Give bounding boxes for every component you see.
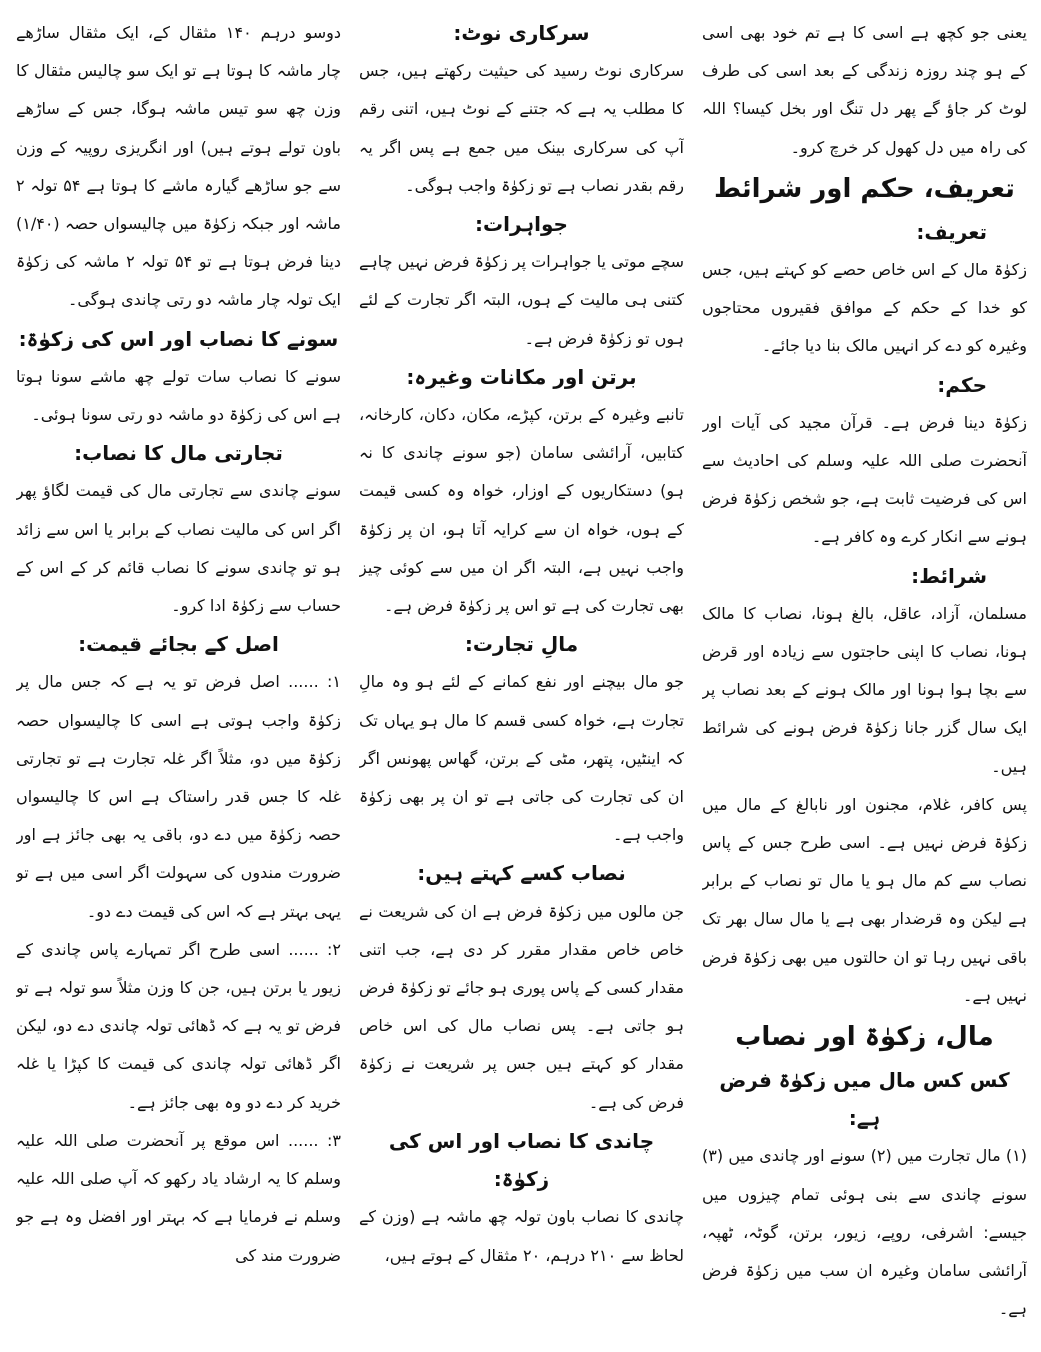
subsection-heading: تجارتی مال کا نصاب: [74, 441, 283, 466]
paragraph: سونے کا نصاب سات تولے چھ ماشے سونا ہوتا ہے اس کی زکوٰۃ دو ماشہ دو رتی سونا ہوئی۔ [16, 366, 341, 425]
paragraph: ۲: ...... اسی طرح اگر تمہارے پاس چاندی کے زیور یا برتن ہیں، جن کا وزن مثلاً سو تولہ ہے تو فرض تو یہ ہے کہ ڈھائی تولہ چاندی دے دو، لیکن اگر ڈھائی تولہ چاندی کی قیمت کا کپڑا یا غلہ خرید کر دے دو وہ بھی جائز ہے۔ [16, 939, 341, 1112]
subsection-heading: تعریف: [916, 219, 987, 244]
paragraph: چاندی کا نصاب باون تولہ چھ ماشہ ہے (وزن کے لحاظ سے ۲۱۰ درہم، ۲۰ مثقال کے ہوتے ہیں، [359, 1207, 684, 1265]
section-heading: مال، زکوٰۃ اور نصاب [735, 1022, 994, 1053]
paragraph: سونے چاندی سے تجارتی مال کی قیمت لگاؤ پھر اگر اس کی مالیت نصاب کے برابر یا اس سے زائد ہو تو چاندی سونے کا نصاب قائم کر کے اس کے حساب سے زکوٰۃ ادا کرو۔ [16, 481, 341, 616]
paragraph: سچے موتی یا جواہرات پر زکوٰۃ فرض نہیں چاہے کتنی ہی مالیت کے ہوں، البتہ اگر تجارت کے لئے ہوں تو زکوٰۃ فرض ہے۔ [359, 252, 684, 348]
paragraph: زکوٰۃ دینا فرض ہے۔ قرآن مجید کی آیات اور آنحضرت صلی اللہ علیہ وسلم کی احادیث سے اس کی فرضیت ثابت ہے، جو شخص زکوٰۃ فرض ہونے سے انکار کرے وہ کافر ہے۔ [702, 412, 1027, 547]
paragraph: جن مالوں میں زکوٰۃ فرض ہے ان کی شریعت نے خاص خاص مقدار مقرر کر دی ہے، جب اتنی مقدار کسی کے پاس پوری ہو جائے تو زکوٰۃ فرض ہو جاتی ہے۔ پس نصاب مال کی اس خاص مقدار کو کہتے ہیں جس پر شریعت نے زکوٰۃ فرض کی ہے۔ [359, 901, 684, 1112]
paragraph: ۱: ...... اصل فرض تو یہ ہے کہ جس مال پر زکوٰۃ واجب ہوتی ہے اسی کا چالیسواں حصہ زکوٰۃ میں دو، مثلاً اگر غلہ تجارت ہے تو تجارتی غلہ کا جس قدر راستاک ہے اس کا چالیسواں حصہ زکوٰۃ میں دے دو، باقی یہ بھی جائز ہے اور ضرورت مندوں کی سہولت اگر اسی میں ہے تو یہی بہتر ہے کہ اس کی قیمت دے دو۔ [16, 672, 341, 921]
paragraph: زکوٰۃ مال کے اس خاص حصے کو کہتے ہیں، جس کو خدا کے حکم کے موافق فقیروں محتاجوں وغیرہ کو دے کر انہیں مالک بنا دیا جائے۔ [702, 260, 1027, 356]
subsection-heading: سرکاری نوٹ: [453, 21, 590, 45]
paragraph: دوسو درہم ۱۴۰ مثقال کے، ایک مثقال ساڑھے چار ماشہ کا ہوتا ہے تو ایک سو چالیس مثقال کا وزن چھ سو تیس ماشہ ہوگا، جس کے ساڑھے باون تولے ہوتے ہیں) اور انگریزی روپیہ کے وزن سے جو ساڑھے گیارہ ماشے کا ہوتا ہے ۵۴ تولہ ۲ ماشہ اور جبکہ زکوٰۃ میں چالیسواں حصہ (۱/۴۰) دینا فرض ہوتا ہے تو ۵۴ تولہ ۲ ماشہ کی زکوٰۃ ایک تولہ چار ماشہ دو رتی چاندی ہوگی۔ [16, 23, 341, 310]
column-left [16, 14, 341, 1352]
paragraph: ۳: ...... اس موقع پر آنحضرت صلی اللہ علیہ وسلم کا یہ ارشاد یاد رکھو کہ آپ صلی اللہ علیہ وسلم نے فرمایا ہے کہ بہتر اور افضل وہ ہے جو ضرورت مند کی [16, 1130, 341, 1265]
subsection-heading: شرائط: [911, 563, 987, 588]
subsection-heading: نصاب کسے کہتے ہیں: [417, 861, 626, 886]
subsection-heading: کس کس مال میں زکوٰۃ فرض ہے: [719, 1068, 1010, 1131]
column-middle [359, 14, 684, 1352]
paragraph: پس کافر، غلام، مجنون اور نابالغ کے مال میں زکوٰۃ فرض نہیں ہے۔ اسی طرح جس کے پاس نصاب سے کم مال ہو یا مال تو نصاب کے برابر ہے لیکن وہ قرضدار بھی ہے یا مال سال بھر تک باقی نہیں رہا تو ان حالتوں میں بھی زکوٰۃ فرض نہیں ہے۔ [702, 794, 1027, 1005]
subsection-heading: چاندی کا نصاب اور اس کی زکوٰۃ: [388, 1128, 655, 1192]
subsection-heading: اصل کے بجائے قیمت: [78, 632, 279, 657]
column-right [702, 14, 1027, 1352]
paragraph: یعنی جو کچھ ہے اسی کا ہے تم خود بھی اسی کے ہو چند روزہ زندگی کے بعد اسی کی طرف لوٹ کر جاؤ گے پھر دل تنگ اور بخل کیسا؟ اللہ کی راہ میں دل کھول کر خرچ کرو۔ [702, 23, 1027, 157]
subsection-heading: برتن اور مکانات وغیرہ: [406, 364, 637, 389]
section-heading: تعریف، حکم اور شرائط [714, 173, 1015, 204]
subsection-heading: سونے کا نصاب اور اس کی زکوٰۃ: [18, 326, 339, 351]
paragraph: (۱) مال تجارت میں (۲) سونے اور چاندی میں (۳) سونے چاندی سے بنی ہوئی تمام چیزوں میں جیسے: اشرفی، روپے، زیور، برتن، گوٹہ، ٹھپہ، آرائشی سامان وغیرہ ان سب میں زکوٰۃ فرض ہے۔ [702, 1146, 1027, 1319]
subsection-heading: جواہرات: [475, 212, 568, 237]
paragraph: مسلمان، آزاد، عاقل، بالغ ہونا، نصاب کا مالک ہونا، نصاب کا اپنی حاجتوں سے زیادہ اور قرض سے بچا ہوا ہونا اور مالک ہونے کے بعد نصاب پر ایک سال گزر جانا زکوٰۃ فرض ہونے کی شرائط ہیں۔ [702, 603, 1027, 776]
paragraph: سرکاری نوٹ رسید کی حیثیت رکھتے ہیں، جس کا مطلب یہ ہے کہ جتنے کے نوٹ ہیں، اتنی رقم آپ کی سرکاری بینک میں جمع ہے پس اگر یہ رقم بقدر نصاب ہے تو زکوٰۃ واجب ہوگی۔ [359, 61, 684, 195]
paragraph: جو مال بیچنے اور نفع کمانے کے لئے ہو وہ مالِ تجارت ہے، خواہ کسی قسم کا مال ہو یہاں تک کہ اینٹیں، پتھر، مٹی کے برتن، گھاس پھونس اگر ان کی تجارت کی جاتی ہے تو ان پر بھی زکوٰۃ واجب ہے۔ [359, 672, 684, 845]
paragraph: تانبے وغیرہ کے برتن، کپڑے، مکان، دکان، کارخانہ، کتابیں، آرائشی سامان (جو سونے چاندی کا نہ ہو) دستکاریوں کے اوزار، خواہ وہ کسی قیمت کے ہوں، خواہ ان سے کرایہ آتا ہو، ان پر زکوٰۃ واجب نہیں ہے، البتہ اگر ان میں سے کوئی چیز بھی تجارت کی ہے تو اس پر زکوٰۃ فرض ہے۔ [359, 405, 684, 616]
subsection-heading: مالِ تجارت: [464, 632, 579, 657]
subsection-heading: حکم: [937, 372, 987, 397]
